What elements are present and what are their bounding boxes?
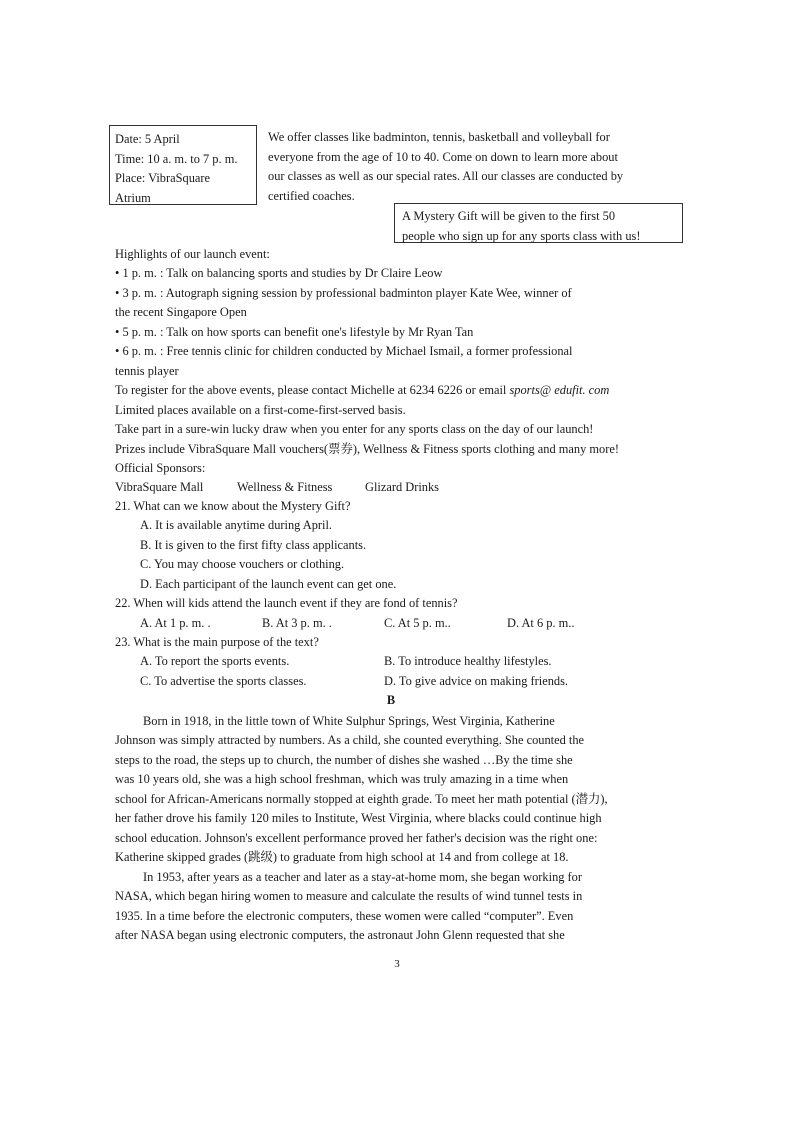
highlight-item: • 5 p. m. : Talk on how sports can benefit one's lifestyle by Mr Ryan Tan bbox=[115, 323, 619, 342]
question-22: 22. When will kids attend the launch event if they are fond of tennis? bbox=[115, 596, 458, 610]
highlight-item: • 1 p. m. : Talk on balancing sports and studies by Dr Claire Leow bbox=[115, 264, 619, 283]
gift-line: A Mystery Gift will be given to the first 50 bbox=[402, 209, 616, 223]
section-b-heading: B bbox=[386, 693, 396, 707]
register-email: sports@ edufit. com bbox=[509, 383, 610, 398]
para-line: Johnson was simply attracted by numbers. As a child, she counted everything. She counted the bbox=[115, 733, 585, 748]
para-line: was 10 years old, she was a high school freshman, which was truly amazing in a time when bbox=[115, 772, 569, 787]
question-21: 21. What can we know about the Mystery Gift? bbox=[115, 499, 351, 513]
gift-line: people who sign up for any sports class with us! bbox=[402, 228, 641, 243]
para-line: steps to the road, the steps up to church, the number of dishes she washed …By the time she bbox=[115, 752, 573, 767]
passage-b-paragraph-2 bbox=[115, 868, 680, 946]
para-line: Katherine skipped grades (跳级) to graduate from high school at 14 and from college at 18. bbox=[115, 850, 569, 865]
offer-line: our classes as well as our special rates. All our classes are conducted by bbox=[268, 169, 624, 183]
q21-option-c: C. You may choose vouchers or clothing. bbox=[140, 557, 345, 571]
para-line: In 1953, after years as a teacher and later as a stay-at-home mom, she began working for bbox=[143, 870, 583, 884]
q22-option-d: D. At 6 p. m.. bbox=[507, 616, 575, 630]
para-line: Born in 1918, in the little town of White Sulphur Springs, West Virginia, Katherine bbox=[143, 714, 555, 728]
sponsor-item: VibraSquare Mall bbox=[115, 480, 204, 495]
q22-option-a: A. At 1 p. m. . bbox=[140, 616, 211, 630]
q23-option-a: A. To report the sports events. bbox=[140, 654, 290, 668]
para-line: school education. Johnson's excellent performance proved her father's decision was the right one: bbox=[115, 830, 598, 845]
para-line: NASA, which began hiring women to measure and calculate the results of wind tunnel tests in bbox=[115, 889, 583, 904]
limited-line: Limited places available on a first-come-first-served basis. bbox=[115, 402, 406, 417]
lucky-draw-line: Take part in a sure-win lucky draw when you enter for any sports class on the day of our launch! bbox=[115, 422, 594, 437]
highlight-item: • 3 p. m. : Autograph signing session by professional badminton player Kate Wee, winner of bbox=[115, 284, 619, 303]
highlight-item: • 6 p. m. : Free tennis clinic for children conducted by Michael Ismail, a former professional bbox=[115, 342, 619, 361]
offer-line: everyone from the age of 10 to 40. Come on down to learn more about bbox=[268, 149, 618, 164]
q23-option-c: C. To advertise the sports classes. bbox=[140, 674, 307, 688]
event-details bbox=[115, 245, 619, 498]
sponsor-item: Wellness & Fitness bbox=[237, 480, 333, 495]
highlights-title: Highlights of our launch event: bbox=[115, 247, 270, 261]
para-line: after NASA began using electronic computers, the astronaut John Glenn requested that she bbox=[115, 928, 565, 943]
prizes-line: Prizes include VibraSquare Mall vouchers(票券), Wellness & Fitness sports clothing and many more! bbox=[115, 441, 620, 456]
para-line: 1935. In a time before the electronic computers, these women were called “computer”. Even bbox=[115, 908, 574, 923]
highlight-item-cont: tennis player bbox=[115, 363, 179, 378]
sponsors-title: Official Sponsors: bbox=[115, 460, 206, 475]
offer-line: We offer classes like badminton, tennis, basketball and volleyball for bbox=[268, 130, 610, 144]
para-line: school for African-Americans normally stopped at eighth grade. To meet her math potential (潜力), bbox=[115, 791, 608, 806]
q21-option-d: D. Each participant of the launch event can get one. bbox=[140, 577, 397, 591]
mystery-gift-box bbox=[394, 203, 683, 243]
event-time: Time: 10 a. m. to 7 p. m. bbox=[115, 151, 238, 166]
passage-b-paragraph-1 bbox=[115, 712, 680, 868]
event-info-box bbox=[109, 125, 257, 205]
q23-option-b: B. To introduce healthy lifestyles. bbox=[384, 654, 552, 668]
q22-option-b: B. At 3 p. m. . bbox=[262, 616, 332, 630]
event-date: Date: 5 April bbox=[115, 132, 180, 146]
q22-option-c: C. At 5 p. m.. bbox=[384, 616, 451, 630]
q21-option-a: A. It is available anytime during April. bbox=[140, 518, 333, 532]
question-23: 23. What is the main purpose of the text? bbox=[115, 635, 319, 649]
sponsor-item: Glizard Drinks bbox=[365, 480, 439, 495]
sponsors-list bbox=[115, 478, 619, 497]
event-place-cont: Atrium bbox=[115, 190, 151, 205]
register-line: To register for the above events, please contact Michelle at 6234 6226 or email sports@ edufit. com bbox=[115, 383, 610, 398]
page-number: 3 bbox=[394, 958, 400, 970]
offer-text bbox=[268, 128, 623, 206]
q21-option-b: B. It is given to the first fifty class applicants. bbox=[140, 538, 367, 552]
offer-line: certified coaches. bbox=[268, 188, 355, 203]
q23-option-d: D. To give advice on making friends. bbox=[384, 674, 569, 688]
para-line: her father drove his family 120 miles to Institute, West Virginia, where blacks could continue high bbox=[115, 811, 602, 826]
event-place: Place: VibraSquare bbox=[115, 171, 211, 185]
highlight-item-cont: the recent Singapore Open bbox=[115, 305, 247, 320]
